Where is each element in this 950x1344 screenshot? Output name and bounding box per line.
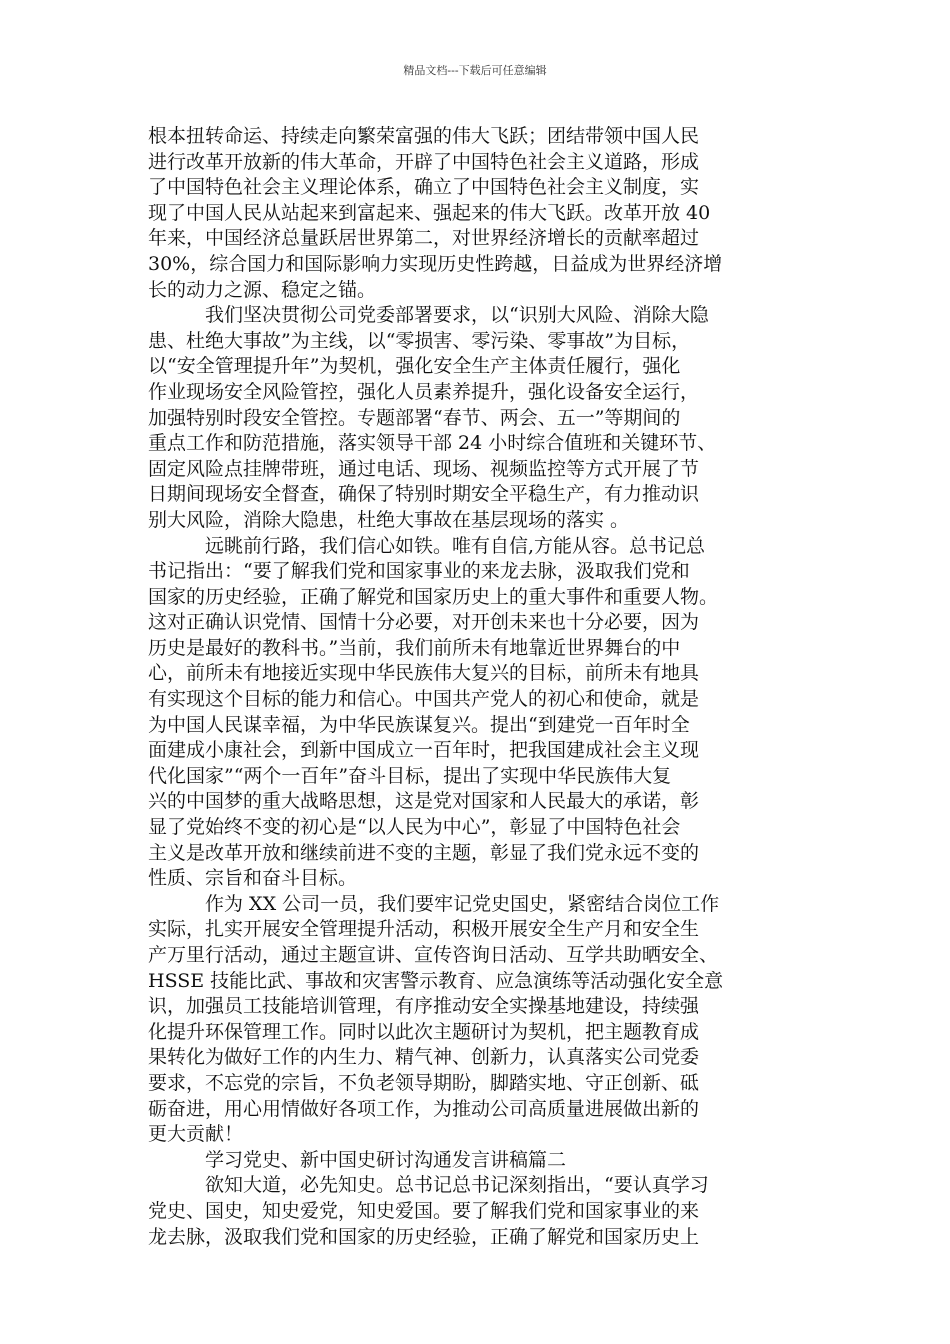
text-line: 固定风险点挂牌带班，通过电话、现场、视频监控等方式开展了节	[148, 457, 700, 480]
text-line: 果转化为做好工作的内生力、精气神、创新力，认真落实公司党委	[148, 1046, 700, 1069]
text-line: 这对正确认识党情、国情十分必要，对开创未来也十分必要，因为	[148, 611, 700, 634]
text-line: 别大风险，消除大隐患，杜绝大事故在基层现场的落实 。	[148, 508, 630, 531]
text-line: 加强特别时段安全管控。专题部署“春节、两会、五一”等期间的	[148, 406, 681, 429]
document-body	[148, 124, 808, 1250]
page-header: 精品文档---下载后可任意编辑	[403, 64, 547, 77]
text-line: 国家的历史经验，正确了解党和国家历史上的重大事件和重要人物。	[148, 585, 719, 608]
text-line: 书记指出：“要了解我们党和国家事业的来龙去脉，汲取我们党和	[148, 560, 690, 583]
text-line: 性质、宗旨和奋斗目标。	[148, 867, 358, 890]
text-line: 日期间现场安全督查，确保了特别时期安全平稳生产，有力推动识	[148, 483, 700, 506]
text-line: 进行改革开放新的伟大革命，开辟了中国特色社会主义道路，形成	[148, 150, 700, 173]
text-line: 实际，扎实开展安全管理提升活动，积极开展安全生产月和安全生	[148, 918, 700, 941]
text-line: 为中国人民谋幸福，为中华民族谋复兴。提出“到建党一百年时全	[148, 713, 690, 736]
text-line: 产万里行活动，通过主题宣讲、宣传咨询日活动、互学共助晒安全、	[148, 944, 719, 966]
text-line: 现了中国人民从站起来到富起来、强起来的伟大飞跃。改革开放 40	[148, 201, 711, 224]
paragraph-start-line: 远眺前行路，我们信心如铁。唯有自信,方能从容。总书记总	[205, 534, 706, 557]
text-line: 龙去脉，汲取我们党和国家的历史经验，正确了解党和国家历史上	[148, 1225, 700, 1248]
text-line: 化提升环保管理工作。同时以此次主题研讨为契机，把主题教育成	[148, 1020, 700, 1043]
text-line: 患、杜绝大事故”为主线，以“零损害、零污染、零事故”为目标，	[148, 329, 691, 352]
text-line: 识，加强员工技能培训管理，有序推动安全实操基地建设，持续强	[148, 995, 700, 1018]
paragraph-start-line: 欲知大道，必先知史。总书记总书记深刻指出，“要认真学习	[205, 1174, 709, 1197]
section-title-line: 学习党史、新中国史研讨沟通发言讲稿篇二	[205, 1148, 567, 1171]
text-line: 长的动力之源、稳定之锚。	[148, 278, 377, 301]
text-line: 面建成小康社会，到新中国成立一百年时，把我国建成社会主义现	[148, 739, 700, 762]
text-line: 砺奋进，用心用情做好各项工作，为推动公司高质量进展做出新的	[148, 1097, 700, 1120]
text-line: 主义是改革开放和继续前进不变的主题，彰显了我们党永远不变的	[148, 841, 700, 864]
text-line: 了中国特色社会主义理论体系，确立了中国特色社会主义制度，实	[148, 176, 700, 199]
text-line: 要求，不忘党的宗旨，不负老领导期盼，脚踏实地、守正创新、砥	[148, 1071, 700, 1094]
text-line: 根本扭转命运、持续走向繁荣富强的伟大飞跃；团结带领中国人民	[148, 125, 700, 147]
text-line: HSSE 技能比武、事故和灾害警示教育、应急演练等活动强化安全意	[148, 969, 724, 992]
text-line: 显了党始终不变的初心是“以人民为中心”，彰显了中国特色社会	[148, 816, 681, 839]
text-line: 兴的中国梦的重大战略思想，这是党对国家和人民最大的承诺，彰	[148, 790, 700, 813]
paragraph-start-line: 作为 XX 公司一员，我们要牢记党史国史，紧密结合岗位工作	[205, 892, 720, 915]
text-line: 30%，综合国力和国际影响力实现历史性跨越，日益成为世界经济增	[148, 252, 723, 275]
text-line: 党史、国史，知史爱党，知史爱国。要了解我们党和国家事业的来	[148, 1199, 700, 1222]
text-line: 有实现这个目标的能力和信心。中国共产党人的初心和使命，就是	[148, 688, 700, 711]
paragraph-start-line: 我们坚决贯彻公司党委部署要求，以“识别大风险、消除大隐	[205, 304, 709, 327]
text-line: 历史是最好的教科书。”当前，我们前所未有地靠近世界舞台的中	[148, 636, 681, 659]
text-line: 代化国家”“两个一百年”奋斗目标，提出了实现中华民族伟大复	[148, 764, 672, 787]
text-line: 以“安全管理提升年”为契机，强化安全生产主体责任履行，强化	[148, 355, 681, 378]
text-line: 心，前所未有地接近实现中华民族伟大复兴的目标，前所未有地具	[148, 662, 700, 685]
text-line: 作业现场安全风险管控，强化人员素养提升，强化设备安全运行，	[148, 380, 700, 403]
text-line: 重点工作和防范措施，落实领导干部 24 小时综合值班和关键环节、	[148, 432, 717, 455]
text-line: 年来，中国经济总量跃居世界第二，对世界经济增长的贡献率超过	[148, 227, 700, 250]
text-line: 更大贡献！	[148, 1123, 244, 1146]
